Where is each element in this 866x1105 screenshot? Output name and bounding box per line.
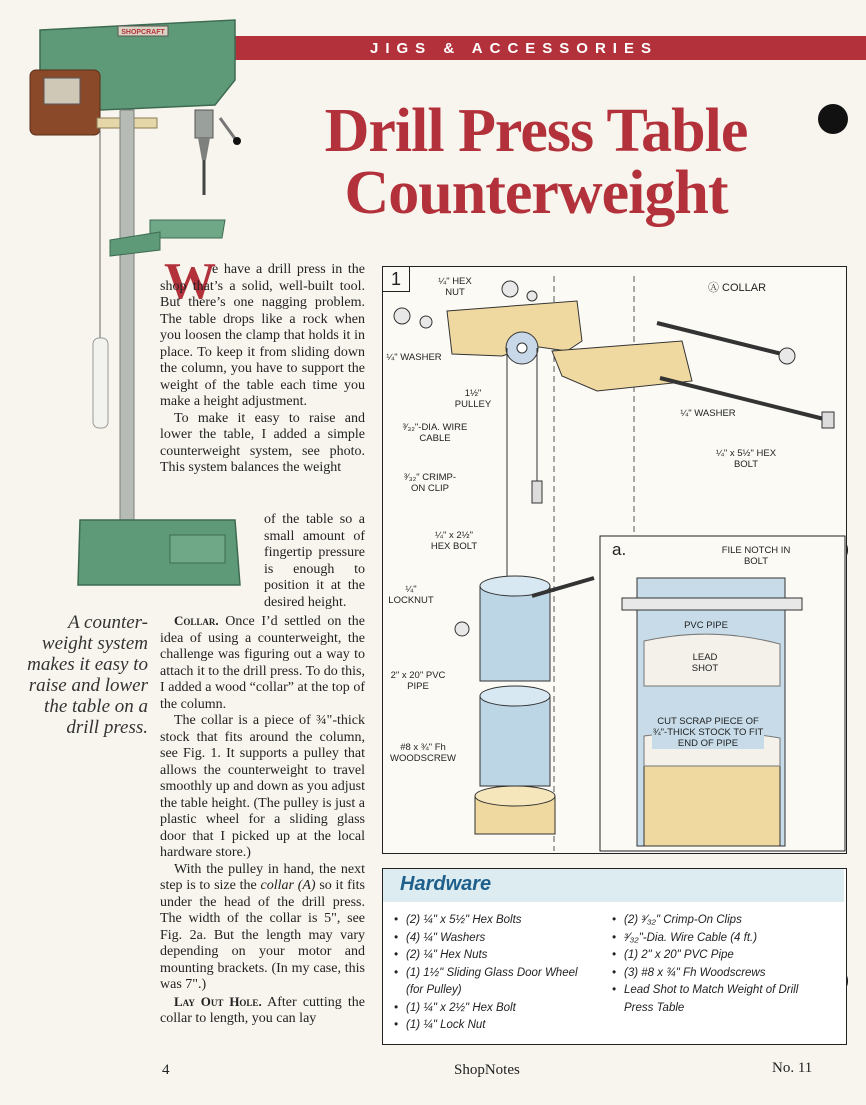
label-lead-shot: LEAD SHOT <box>691 652 719 674</box>
label-file-notch: FILE NOTCH IN BOLT <box>721 545 791 567</box>
page-number: 4 <box>162 1062 170 1078</box>
label-washer-left: ¼" WASHER <box>386 352 442 363</box>
photo-caption: A counter-weight system makes it easy to raise and lower the table on a drill press. <box>27 612 148 738</box>
layout-text: After cutting the collar to length, you can lay <box>160 994 365 1026</box>
figure-number: 1 <box>383 267 410 292</box>
list-item: • (1) ¼" x 2½" Hex Bolt <box>394 1000 584 1018</box>
paragraph-collar-stock: The collar is a piece of ¾"-thick stock that fits around the column, see Fig. 1. It supports a pulley that allows the counterweight to travel smoothly up and down as you adjust the table height. (The pulley is just a plastic wheel for a sliding glass door that I picked up at the local hardware store.) <box>160 713 365 860</box>
list-item: • (2) ¼" Hex Nuts <box>394 947 584 965</box>
article-body-narrow <box>264 512 365 611</box>
list-item: • (3) #8 x ¾" Fh Woodscrews <box>612 965 812 983</box>
article-body-top <box>160 262 365 477</box>
photo-badge: SHOPCRAFT <box>121 29 165 36</box>
label-hex-nut: ¼" HEX NUT <box>438 276 472 298</box>
paragraph-layout <box>160 994 365 1028</box>
label-scrap-piece: CUT SCRAP PIECE OF ¾"-THICK STOCK TO FIT END OF PIPE <box>652 716 764 749</box>
collar-ref: collar (A) <box>260 878 316 893</box>
paragraph-intro-2: To make it easy to raise and lower the table, I added a simple counterweight system, see photo. This system balances the weight <box>160 410 365 475</box>
binder-hole <box>818 104 848 134</box>
drop-cap: W <box>164 253 216 310</box>
label-washer-right: ¼" WASHER <box>680 408 736 419</box>
label-locknut: ¼" LOCKNUT <box>388 584 434 606</box>
label-inset-pvc: PVC PIPE <box>676 620 736 631</box>
label-pvc-pipe: 2" x 20" PVC PIPE <box>390 670 446 692</box>
collar-heading: Collar. <box>174 613 219 628</box>
label-woodscrew: #8 x ¾" Fh WOODSCREW <box>390 742 456 764</box>
paragraph-intro-2b: of the table so a small amount of fingertip pressure is enough to position it at the desired height. <box>264 512 365 610</box>
list-item: • ³⁄₃₂"-Dia. Wire Cable (4 ft.) <box>612 930 812 948</box>
pulley-text-a: With the pulley in hand, the next step is to size the <box>160 861 365 893</box>
label-hex-bolt-short: ¼" x 2½" HEX BOLT <box>430 530 478 552</box>
layout-heading: Lay Out Hole. <box>174 993 262 1009</box>
hardware-title: Hardware <box>400 873 492 895</box>
paragraph-collar <box>160 613 365 713</box>
label-pulley: 1½" PULLEY <box>454 388 492 410</box>
list-item: • Lead Shot to Match Weight of Drill Press Table <box>612 982 812 1017</box>
list-item: • (1) 2" x 20" PVC Pipe <box>612 947 812 965</box>
list-item: • (2) ¼" x 5½" Hex Bolts <box>394 912 584 930</box>
magazine-name: ShopNotes <box>454 1062 520 1078</box>
label-collar: Ⓐ COLLAR <box>707 282 767 294</box>
hardware-list-1 <box>394 912 584 1035</box>
list-item: • (2) ³⁄₃₂" Crimp-On Clips <box>612 912 812 930</box>
page-title <box>236 97 836 227</box>
label-hex-bolt-long: ¼" x 5½" HEX BOLT <box>715 448 777 470</box>
collar-text: Once I’d settled on the idea of using a counterweight, the challenge was figuring out a way to attach it to the drill press. To do this, I added a wood “collar” at the top of the column. <box>160 614 365 712</box>
paragraph-pulley <box>160 862 365 994</box>
label-wire-cable: ³⁄₃₂"-DIA. WIRE CABLE <box>402 422 468 444</box>
issue-number: No. 11 <box>772 1060 813 1076</box>
article-body-main <box>160 613 365 1028</box>
title-line-2: Counterweight <box>344 159 728 227</box>
label-crimp-clip: ³⁄₃₂" CRIMP-ON CLIP <box>403 472 457 494</box>
inset-letter: a. <box>612 540 627 559</box>
pulley-text-b: so it fits under the head of the drill press. The width of the collar is 5", see Fig. 2a. But the length may vary depending on your motor and mounting brackets. (In my case, this was 7".) <box>160 878 365 992</box>
list-item: • (1) 1½" Sliding Glass Door Wheel (for Pulley) <box>394 965 584 1000</box>
list-item: • (4) ¼" Washers <box>394 930 584 948</box>
title-line-1: Drill Press Table <box>324 97 748 165</box>
list-item: • (1) ¼" Lock Nut <box>394 1017 584 1035</box>
section-label: JIGS & ACCESSORIES <box>370 40 658 57</box>
hardware-list-2 <box>612 912 812 1017</box>
paragraph-intro: e have a drill press in the shop that’s a solid, well-built tool. But there’s one nagging problem. The table drops like a rock when you loosen the clamp that holds it in place. To keep it from sliding down the column, you have to support the weight of the table each time you make a height adjustment. <box>160 262 365 409</box>
